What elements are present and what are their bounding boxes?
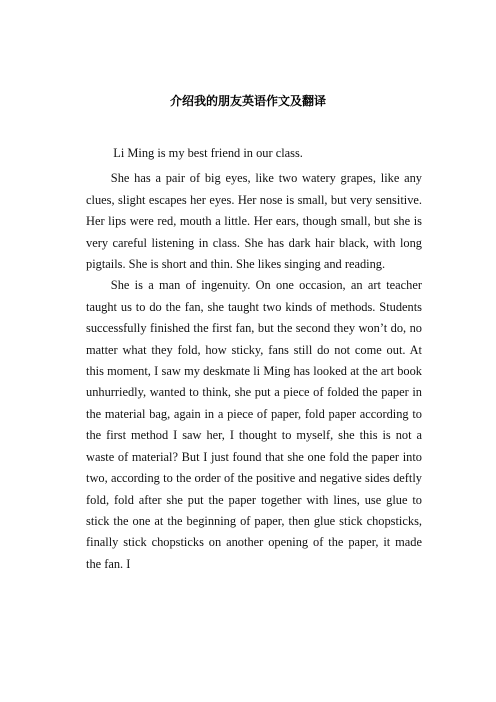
paragraph-3: She is a man of ingenuity. On one occasion, an art teacher taught us to do the fan, she taught two kinds of methods. Students successfully finished the first fan, but the second they won’t do, no matter what they fold, how sticky, fans still do not come out. At this moment, I saw my deskmate li Ming has looked at the art book unhurriedly, wanted to think, she put a piece of folded the paper in the material bag, again in a piece of paper, fold paper according to the first method I saw her, I thought to myself, she this is not a waste of material? But I just found that she one fold the paper into two, according to the order of the positive and negative sides deftly fold, fold after she put the paper together with lines, use glue to stick the one at the beginning of paper, then glue stick chopsticks, finally stick chopsticks on another opening of the paper, it made the fan. I — [86, 278, 422, 571]
document-body — [86, 143, 422, 575]
paragraph-1: Li Ming is my best friend in our class. — [113, 146, 303, 160]
paragraph-2: She has a pair of big eyes, like two watery grapes, like any clues, slight escapes her eyes. Her nose is small, but very sensitive. Her lips were red, mouth a little. Her ears, though small, but she is very careful listening in class. She has dark hair black, with long pigtails. She is short and thin. She likes singing and reading. — [86, 171, 422, 272]
document-title: 介绍我的朋友英语作文及翻译 — [169, 94, 326, 108]
